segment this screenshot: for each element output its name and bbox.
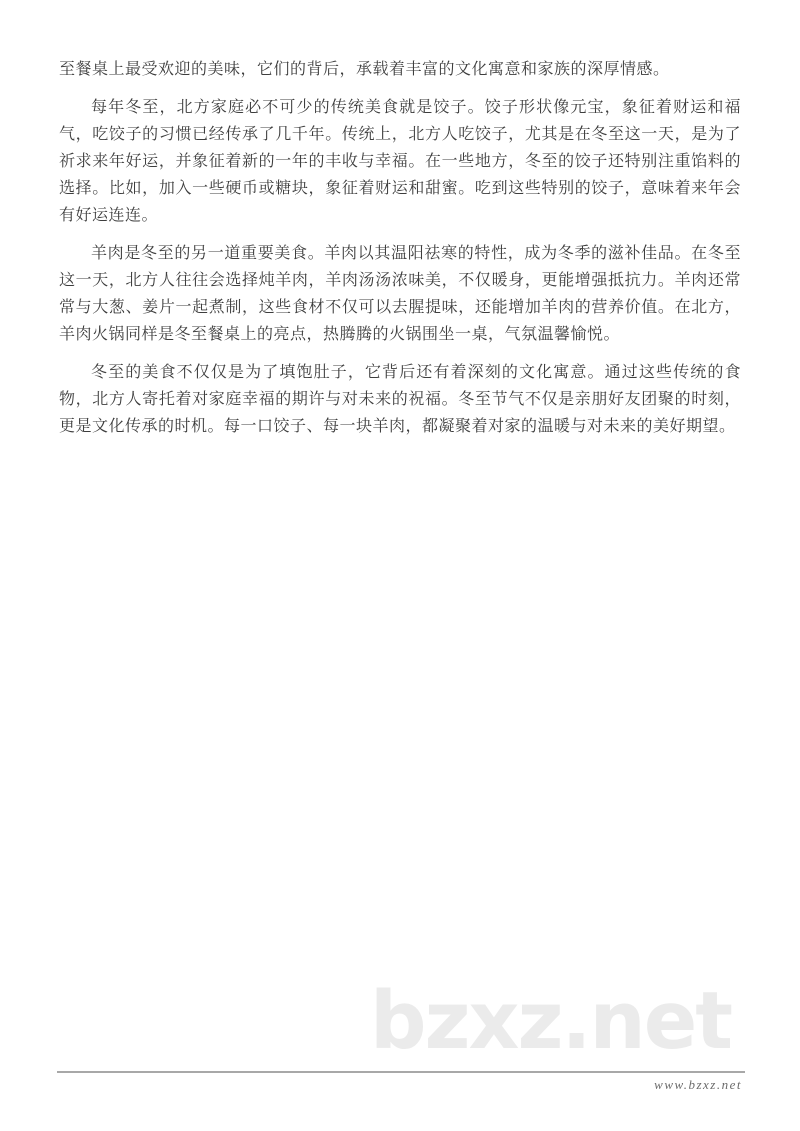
paragraph-continuation: 至餐桌上最受欢迎的美味，它们的背后，承载着丰富的文化寓意和家族的深厚情感。 xyxy=(59,61,670,78)
watermark-text: bzxz.net xyxy=(370,975,732,1067)
footer-divider xyxy=(57,1071,745,1073)
document-body xyxy=(59,56,741,440)
footer-site-url: www.bzxz.net xyxy=(654,1077,742,1092)
paragraph-dumplings: 每年冬至，北方家庭必不可少的传统美食就是饺子。饺子形状像元宝，象征着财运和福气，吃饺子的习惯已经传承了几千年。传统上，北方人吃饺子，尤其是在冬至这一天，是为了祈求来年好运，并象征着新的一年的丰收与幸福。在一些地方，冬至的饺子还特别注重馅料的选择。比如，加入一些硬币或糖块，象征着财运和甜蜜。吃到这些特别的饺子，意味着来年会有好运连连。 xyxy=(59,99,741,224)
paragraph-culture: 冬至的美食不仅仅是为了填饱肚子，它背后还有着深刻的文化寓意。通过这些传统的食物，北方人寄托着对家庭幸福的期许与对未来的祝福。冬至节气不仅是亲朋好友团聚的时刻，更是文化传承的时机。每一口饺子、每一块羊肉，都凝聚着对家的温暖与对未来的美好期望。 xyxy=(59,364,741,435)
paragraph-mutton: 羊肉是冬至的另一道重要美食。羊肉以其温阳祛寒的特性，成为冬季的滋补佳品。在冬至这一天，北方人往往会选择炖羊肉，羊肉汤汤浓味美，不仅暖身，更能增强抵抗力。羊肉还常常与大葱、姜片一起煮制，这些食材不仅可以去腥提味，还能增加羊肉的营养价值。在北方，羊肉火锅同样是冬至餐桌上的亮点，热腾腾的火锅围坐一桌，气氛温馨愉悦。 xyxy=(59,245,741,343)
